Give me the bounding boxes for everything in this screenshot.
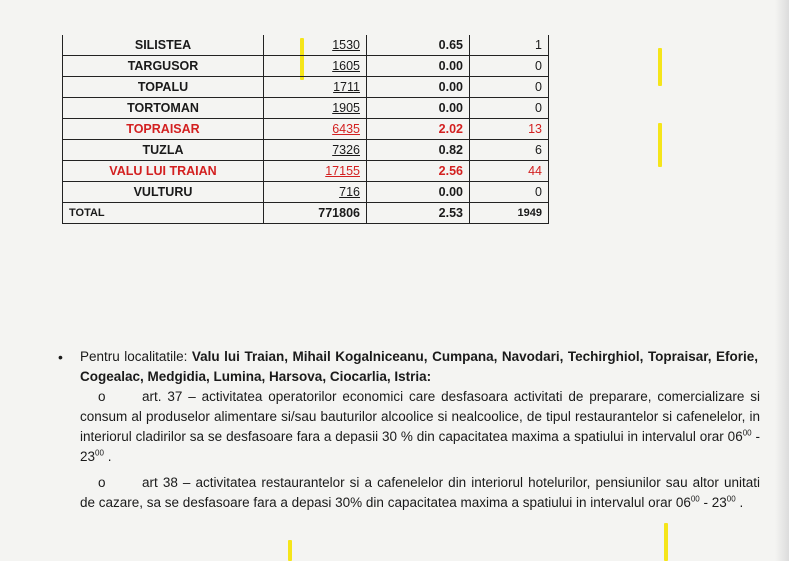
total-rate: 2.53 [367,203,470,224]
population-value: 1905 [264,98,367,119]
time-superscript: 00 [690,494,700,504]
locality-name: VULTURU [63,182,264,203]
rate-value: 0.00 [367,98,470,119]
localities-paragraph [80,347,758,387]
locality-name: TUZLA [63,140,264,161]
case-count: 0 [470,56,549,77]
table-row-highlighted [63,161,549,182]
locality-name: TARGUSOR [63,56,264,77]
article-end: . [735,495,744,510]
case-count: 44 [470,161,549,182]
highlighter-mark [658,123,662,167]
total-label: TOTAL [63,203,264,224]
population-value: 1711 [264,77,367,98]
time-superscript: 00 [742,428,752,438]
localities-list: Valu lui Traian, Mihail Kogalniceanu, Cumpana, Navodari, Techirghiol, Topraisar, Eforie, Cogealac, Medgidia, Lumina, Harsova, Ciocarlia, Istria: [80,349,759,384]
intro-text: Pentru localitatile: [80,349,192,364]
case-count: 0 [470,182,549,203]
highlighter-mark [288,540,292,561]
case-count: 1 [470,35,549,56]
time-separator: - 23 [699,495,727,510]
time-superscript: 00 [95,448,104,458]
case-count: 6 [470,140,549,161]
article-text: art 38 – activitatea restaurantelor si a cafenelelor din interiorul hotelurilor, pensiunilor sau altor unitati de cazare, sa se desfasoare fara a depasi 30% din capacitatea maxima a spatiului in intervalul orar 06 [80,475,760,510]
rate-value: 0.00 [367,77,470,98]
locality-table [62,35,549,224]
locality-name: TOPRAISAR [63,119,264,140]
case-count: 13 [470,119,549,140]
page-edge-shadow [775,0,789,561]
sub-bullet-symbol: o [98,475,106,490]
population-value: 7326 [264,140,367,161]
table-row [63,56,549,77]
rate-value: 0.65 [367,35,470,56]
table-row [63,182,549,203]
case-count: 0 [470,98,549,119]
highlighter-mark [664,523,668,561]
article-38-item [80,473,760,513]
table-row [63,140,549,161]
table-row [63,77,549,98]
population-value: 1530 [264,35,367,56]
sub-bullet-symbol: o [98,389,106,404]
time-superscript: 00 [726,494,736,504]
article-text: art. 37 – activitatea operatorilor economici care desfasoara activitati de preparare, comercializare si consum al produselor alimentare si/sau bauturilor alcoolice si nealcoolice, de tipul restaurantelor si cafenelelor, in interiorul cladirilor sa se desfasoare fara a depasii 30 % din capacitatea maxima a spatiului in intervalul orar 06 [80,389,760,444]
highlighter-mark [658,48,662,86]
article-end: . [103,449,112,464]
rate-value: 2.02 [367,119,470,140]
locality-name: SILISTEA [63,35,264,56]
table-row [63,98,549,119]
rate-value: 2.56 [367,161,470,182]
table-row-highlighted [63,119,549,140]
locality-name: TORTOMAN [63,98,264,119]
rate-value: 0.00 [367,182,470,203]
article-37-item [80,387,760,467]
total-count: 1949 [470,203,549,224]
locality-name: VALU LUI TRAIAN [63,161,264,182]
population-value: 17155 [264,161,367,182]
rate-value: 0.00 [367,56,470,77]
case-count: 0 [470,77,549,98]
population-value: 1605 [264,56,367,77]
rate-value: 0.82 [367,140,470,161]
population-value: 6435 [264,119,367,140]
time-separator: - 23 [80,429,760,464]
population-value: 716 [264,182,367,203]
locality-name: TOPALU [63,77,264,98]
table-total-row [63,203,549,224]
bullet-symbol: • [58,349,63,365]
total-population: 771806 [264,203,367,224]
table-row [63,35,549,56]
